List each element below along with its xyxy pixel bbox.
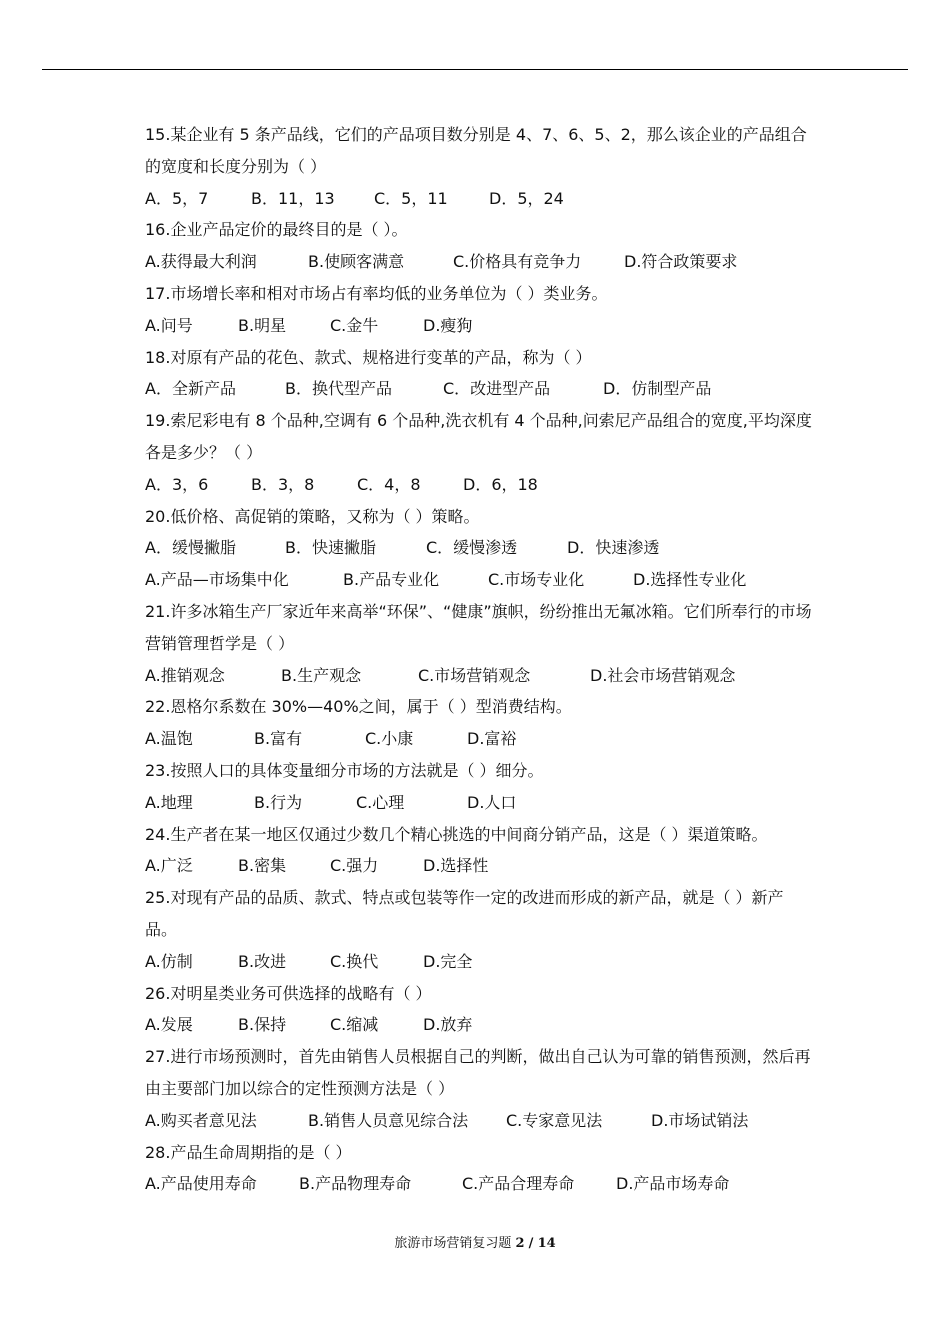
- option-c: C.换代: [330, 951, 379, 971]
- option-a: A.仿制: [145, 951, 193, 971]
- option-row: [145, 723, 813, 755]
- option-a: A.地理: [145, 792, 193, 812]
- option-b: B．11，13: [251, 188, 335, 208]
- option-row: [145, 310, 813, 342]
- option-c: C.市场专业化: [488, 570, 585, 590]
- option-row: [145, 787, 813, 819]
- option-c: C.金牛: [330, 315, 379, 335]
- page-footer: [0, 1232, 950, 1251]
- option-row: [145, 469, 813, 501]
- option-a: A.获得最大利润: [145, 252, 257, 272]
- option-d: D.富裕: [467, 729, 517, 749]
- option-b: B.富有: [254, 729, 303, 749]
- question-stem: 16.企业产品定价的最终目的是（ ）。: [145, 220, 408, 240]
- option-c: C.强力: [330, 856, 379, 876]
- question-18: [145, 342, 813, 406]
- option-b: B．快速撇脂: [285, 538, 376, 558]
- option-d: D.符合政策要求: [624, 252, 738, 272]
- option-c: C．缓慢渗透: [426, 538, 518, 558]
- question-stem: 21.许多冰箱生产厂家近年来高举“环保”、“健康”旗帜，纷纷推出无氟冰箱。它们所奉行的市场营销管理哲学是（ ）: [145, 601, 812, 653]
- option-row: [145, 1168, 813, 1200]
- option-row: [145, 564, 813, 596]
- question-20: [145, 501, 813, 596]
- option-c: C．改进型产品: [443, 379, 551, 399]
- option-b: B．3，8: [251, 474, 315, 494]
- option-a: A.温饱: [145, 729, 193, 749]
- option-b: B.保持: [238, 1015, 287, 1035]
- option-b: B．换代型产品: [285, 379, 392, 399]
- question-stem: 19.索尼彩电有 8 个品种,空调有 6 个品种,洗衣机有 4 个品种,问索尼产品组合的宽度,平均深度各是多少？（ ）: [145, 411, 812, 462]
- option-b: B.密集: [238, 856, 287, 876]
- question-stem: 22.恩格尔系数在 30%—40%之间，属于（ ）型消费结构。: [145, 697, 572, 717]
- page-separator: /: [528, 1236, 534, 1251]
- question-stem: 18.对原有产品的花色、款式、规格进行变革的产品，称为（ ）: [145, 347, 592, 367]
- option-c: C.市场营销观念: [418, 665, 531, 685]
- question-stem: 15.某企业有 5 条产品线，它们的产品项目数分别是 4、7、6、5、2，那么该企业的产品组合的宽度和长度分别为（ ）: [145, 125, 807, 176]
- option-b: B.产品物理寿命: [299, 1174, 412, 1194]
- option-c: C.小康: [365, 729, 414, 749]
- option-c: C.心理: [356, 792, 405, 812]
- question-16: [145, 214, 813, 278]
- question-stem: 28.产品生命周期指的是（ ）: [145, 1142, 352, 1162]
- question-26: [145, 978, 813, 1042]
- option-c: C.价格具有竞争力: [453, 252, 582, 272]
- option-d: D.产品市场寿命: [616, 1174, 730, 1194]
- page-total: 14: [537, 1236, 556, 1251]
- option-d: D．5，24: [489, 188, 564, 208]
- option-row: [145, 246, 813, 278]
- option-d: D.选择性专业化: [633, 570, 747, 590]
- option-d: D.瘦狗: [423, 315, 473, 335]
- option-d: D.完全: [423, 951, 473, 971]
- question-27: [145, 1041, 813, 1136]
- option-row: [145, 946, 813, 978]
- option-a: A.推销观念: [145, 665, 225, 685]
- option-d: D.社会市场营销观念: [590, 665, 736, 685]
- question-22: [145, 691, 813, 755]
- option-b: B.使顾客满意: [308, 252, 405, 272]
- question-28: [145, 1137, 813, 1201]
- option-d: D．6，18: [463, 474, 538, 494]
- question-list: [145, 119, 813, 1200]
- question-23: [145, 755, 813, 819]
- option-d: D.选择性: [423, 856, 489, 876]
- option-c: C．4，8: [357, 474, 421, 494]
- option-row: [145, 183, 813, 215]
- option-d: D．仿制型产品: [603, 379, 712, 399]
- option-b: B.改进: [238, 951, 287, 971]
- option-a: A.广泛: [145, 856, 193, 876]
- option-row: [145, 1105, 813, 1137]
- option-row: [145, 373, 813, 405]
- option-a: A.购买者意见法: [145, 1110, 257, 1130]
- header-rule: [42, 69, 908, 70]
- option-c: C．5，11: [374, 188, 448, 208]
- footer-label: 旅游市场营销复习题: [394, 1236, 512, 1251]
- question-25: [145, 882, 813, 977]
- option-row: [145, 1009, 813, 1041]
- option-b: B.明星: [238, 315, 287, 335]
- option-row: [145, 850, 813, 882]
- option-d: D．快速渗透: [567, 538, 660, 558]
- page-number: 2: [515, 1236, 525, 1251]
- option-c: C.产品合理寿命: [462, 1174, 575, 1194]
- option-d: D.放弃: [423, 1015, 473, 1035]
- option-a: A.产品使用寿命: [145, 1174, 257, 1194]
- option-a: A.产品—市场集中化: [145, 570, 289, 590]
- question-19: [145, 405, 813, 500]
- option-a: A．3，6: [145, 474, 209, 494]
- option-c: C.缩减: [330, 1015, 379, 1035]
- option-c: C.专家意见法: [506, 1110, 603, 1130]
- option-row: [145, 660, 813, 692]
- option-b: B.行为: [254, 792, 303, 812]
- question-stem: 27.进行市场预测时，首先由销售人员根据自己的判断，做出自己认为可靠的销售预测，然后再由主要部门加以综合的定性预测方法是（ ）: [145, 1047, 811, 1098]
- option-a: A．5，7: [145, 188, 209, 208]
- question-stem: 25.对现有产品的品质、款式、特点或包装等作一定的改进而形成的新产品，就是（ ）新产品。: [145, 888, 784, 939]
- question-17: [145, 278, 813, 342]
- option-b: B.产品专业化: [343, 570, 440, 590]
- option-a: A.发展: [145, 1015, 193, 1035]
- question-stem: 20.低价格、高促销的策略，又称为（ ）策略。: [145, 506, 480, 526]
- option-a: A.问号: [145, 315, 193, 335]
- option-b: B.销售人员意见综合法: [308, 1110, 469, 1130]
- option-d: D.人口: [467, 792, 517, 812]
- option-b: B.生产观念: [281, 665, 362, 685]
- question-15: [145, 119, 813, 214]
- question-stem: 24.生产者在某一地区仅通过少数几个精心挑选的中间商分销产品，这是（ ）渠道策略。: [145, 824, 768, 844]
- question-stem: 26.对明星类业务可供选择的战略有（ ）: [145, 983, 432, 1003]
- question-24: [145, 819, 813, 883]
- option-a: A．全新产品: [145, 379, 236, 399]
- option-a: A．缓慢撇脂: [145, 538, 236, 558]
- question-stem: 23.按照人口的具体变量细分市场的方法就是（ ）细分。: [145, 760, 544, 780]
- question-stem: 17.市场增长率和相对市场占有率均低的业务单位为（ ）类业务。: [145, 283, 608, 303]
- option-d: D.市场试销法: [651, 1110, 749, 1130]
- question-21: [145, 596, 813, 691]
- option-row: [145, 532, 813, 564]
